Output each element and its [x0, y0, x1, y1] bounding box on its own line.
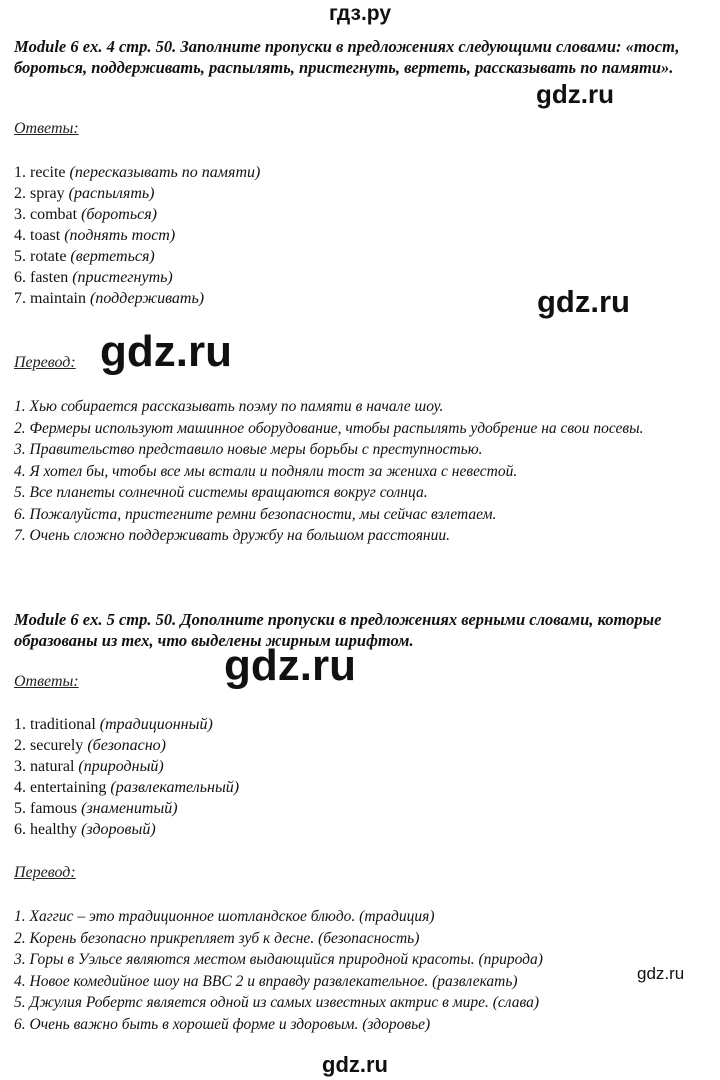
- ex5-translation-list: [14, 906, 714, 1035]
- watermark: gdz.ru: [100, 327, 232, 376]
- ex4-heading: Module 6 ex. 4 стр. 50. Заполните пропуски в предложениях следующими словами: «тост, бороться, поддерживать, распылять, пристегнуть, вертеть, рассказывать по памяти».: [14, 37, 680, 77]
- answer-item: 5. rotate (вертеться): [14, 248, 155, 265]
- answer-item: 5. famous (знаменитый): [14, 800, 178, 817]
- translation-item: 4. Я хотел бы, чтобы все мы встали и подняли тост за жениха с невестой.: [14, 462, 518, 480]
- answer-item: 6. fasten (пристегнуть): [14, 269, 173, 286]
- translation-item: 6. Пожалуйста, пристегните ремни безопасности, мы сейчас взлетаем.: [14, 505, 497, 523]
- translation-item: 2. Корень безопасно прикрепляет зуб к десне. (безопасность): [14, 929, 420, 947]
- answer-item: 6. healthy (здоровый): [14, 821, 156, 838]
- answer-item: 1. recite (пересказывать по памяти): [14, 164, 261, 181]
- answer-item: 1. traditional (традиционный): [14, 716, 213, 733]
- translation-item: 3. Горы в Уэльсе являются местом выдающийся природной красоты. (природа): [14, 951, 543, 968]
- translation-item: 5. Все планеты солнечной системы вращаются вокруг солнца.: [14, 484, 428, 501]
- translation-item: 7. Очень сложно поддерживать дружбу на большом расстоянии.: [14, 527, 450, 544]
- answer-item: 2. spray (распылять): [14, 185, 155, 202]
- translation-item: 5. Джулия Робертс является одной из самых известных актрис в мире. (слава): [14, 994, 540, 1011]
- ex4-answers-list: [14, 162, 260, 309]
- ex4-translation-list: [14, 396, 714, 547]
- ex4-answers-label: Ответы:: [14, 120, 79, 137]
- translation-item: 6. Очень важно быть в хорошей форме и здоровым. (здоровье): [14, 1015, 431, 1033]
- answer-item: 4. toast (поднять тост): [14, 227, 176, 244]
- translation-item: 3. Правительство представило новые меры борьбы с преступностью.: [14, 441, 483, 458]
- ex5-answers-label: Ответы:: [14, 673, 79, 690]
- ex5-answers-list: [14, 714, 239, 840]
- answer-item: 4. entertaining (развлекательный): [14, 779, 240, 796]
- watermark: gdz.ru: [536, 79, 614, 109]
- watermark: gdz.ru: [537, 284, 630, 319]
- watermark: gdz.ru: [224, 641, 356, 690]
- watermark: gdz.ru: [637, 964, 685, 983]
- translation-item: 2. Фермеры используют машинное оборудование, чтобы распылять удобрение на свои посевы.: [14, 419, 644, 437]
- translation-item: 4. Новое комедийное шоу на BBC 2 и вправду развлекательное. (развлекать): [14, 972, 518, 990]
- ex5-translation-label: Перевод:: [14, 864, 76, 881]
- answer-item: 3. natural (природный): [14, 758, 164, 775]
- site-header: гдз.ру: [328, 2, 392, 25]
- answer-item: 2. securely (безопасно): [14, 737, 166, 754]
- ex5-heading: Module 6 ex. 5 стр. 50. Дополните пропуски в предложениях верными словами, которые образованы из тех, что выделены жирным шрифтом.: [14, 610, 662, 650]
- translation-item: 1. Хью собирается рассказывать поэму по памяти в начале шоу.: [14, 398, 444, 415]
- answer-item: 7. maintain (поддерживать): [14, 290, 205, 307]
- translation-item: 1. Хаггис – это традиционное шотландское блюдо. (традиция): [14, 908, 435, 925]
- watermark: gdz.ru: [322, 1052, 388, 1077]
- answer-item: 3. combat (бороться): [14, 206, 157, 223]
- ex4-translation-label: Перевод:: [14, 354, 76, 371]
